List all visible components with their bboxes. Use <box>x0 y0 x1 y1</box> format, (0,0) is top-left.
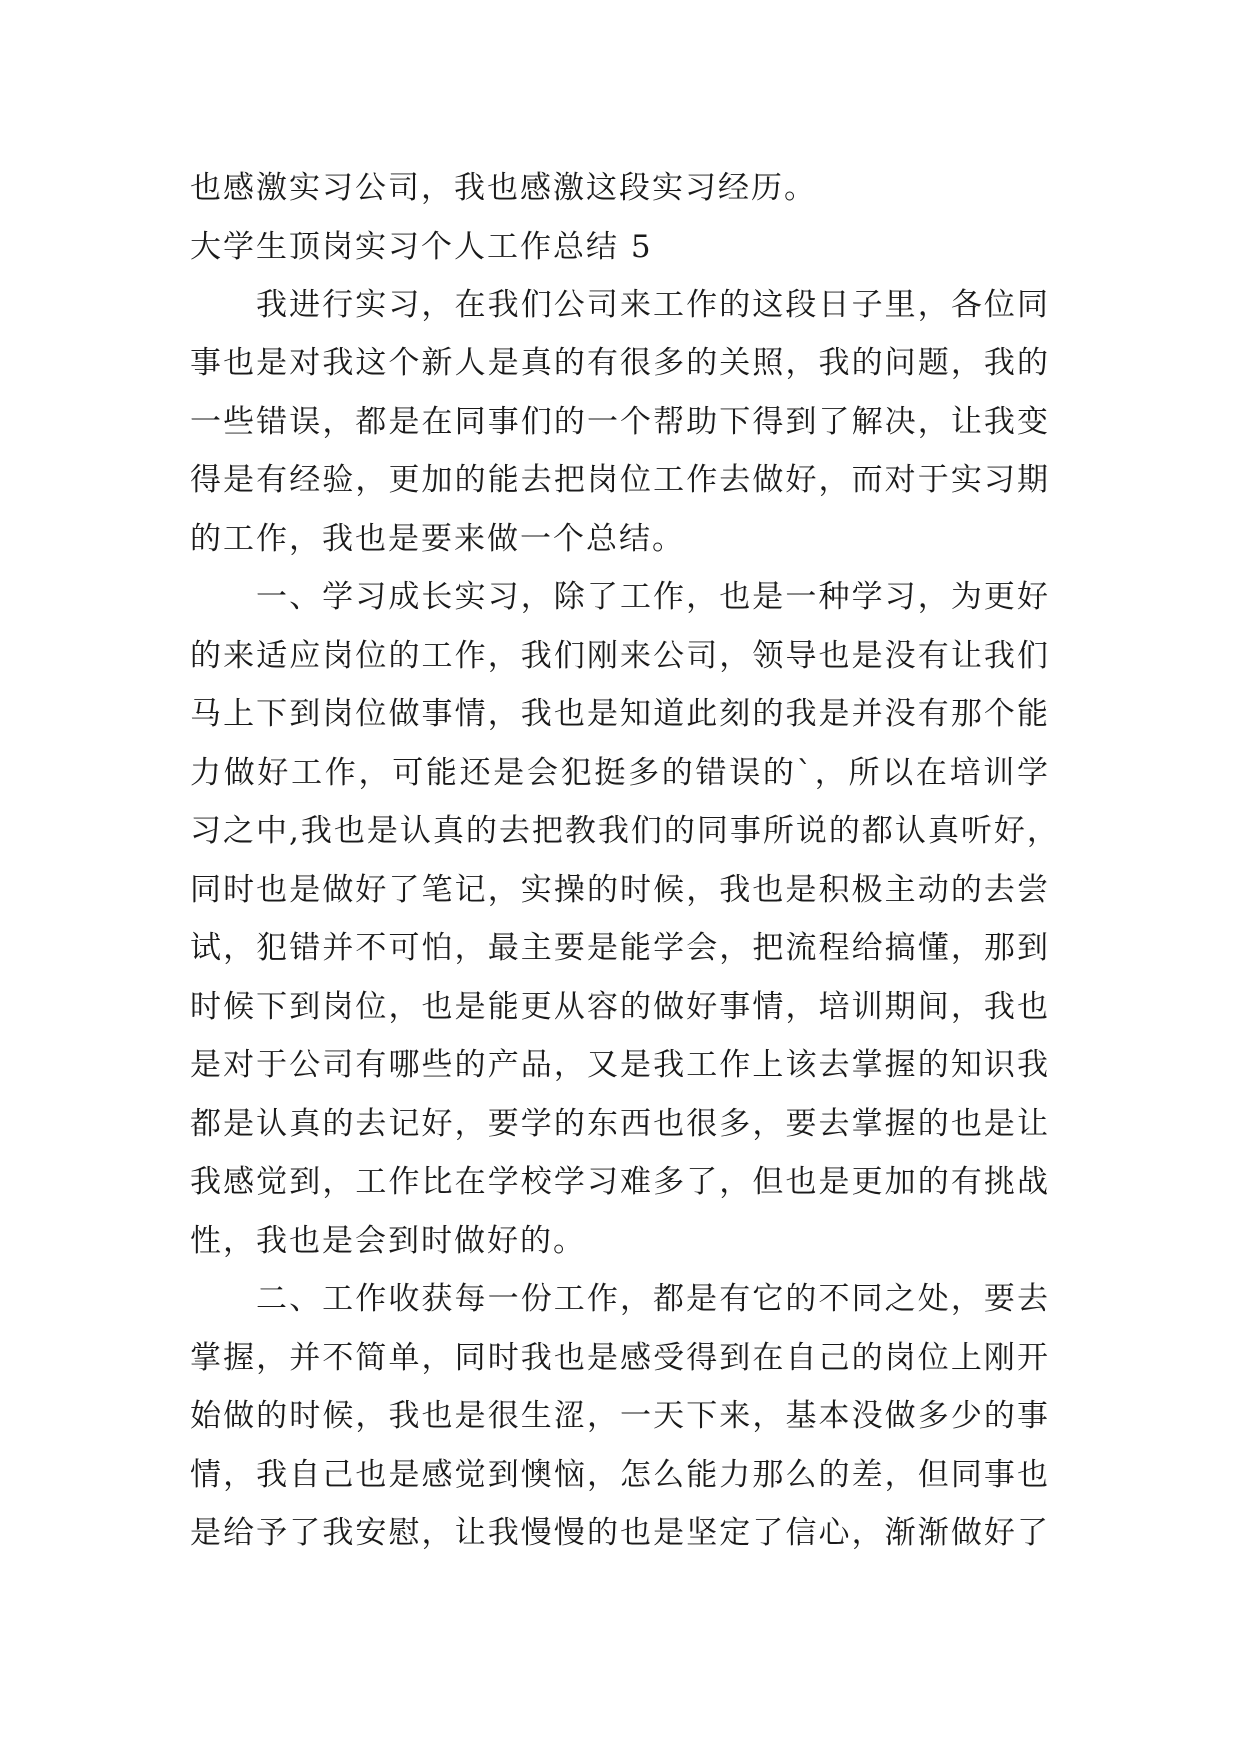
paragraph-line: 情，我自己也是感觉到懊恼，怎么能力那么的差，但同事也 <box>190 1457 1050 1493</box>
paragraph-line: 同时也是做好了笔记，实操的时候，我也是积极主动的去尝 <box>190 872 1050 908</box>
paragraph-line: 是对于公司有哪些的产品，又是我工作上该去掌握的知识我 <box>190 1047 1050 1083</box>
section-heading: 大学生顶岗实习个人工作总结 5 <box>190 229 653 265</box>
paragraph-line: 是给予了我安慰，让我慢慢的也是坚定了信心，渐渐做好了 <box>190 1515 1050 1551</box>
paragraph-line: 习之中,我也是认真的去把教我们的同事所说的都认真听好， <box>190 813 1060 849</box>
paragraph-line: 始做的时候，我也是很生涩，一天下来，基本没做多少的事 <box>190 1398 1050 1434</box>
paragraph-line: 力做好工作，可能还是会犯挺多的错误的`，所以在培训学 <box>190 755 1050 791</box>
paragraph-line: 一些错误，都是在同事们的一个帮助下得到了解决，让我变 <box>190 404 1050 440</box>
paragraph-line: 事也是对我这个新人是真的有很多的关照，我的问题，我的 <box>190 345 1050 381</box>
paragraph-line: 得是有经验，更加的能去把岗位工作去做好，而对于实习期 <box>190 462 1050 498</box>
paragraph-line: 我感觉到，工作比在学校学习难多了，但也是更加的有挑战 <box>190 1164 1050 1200</box>
paragraph-line: 的来适应岗位的工作，我们刚来公司，领导也是没有让我们 <box>190 638 1050 674</box>
paragraph-line: 都是认真的去记好，要学的东西也很多，要去掌握的也是让 <box>190 1106 1050 1142</box>
paragraph-line: 我进行实习，在我们公司来工作的这段日子里，各位同 <box>256 287 1050 323</box>
paragraph-line: 二、工作收获每一份工作，都是有它的不同之处，要去 <box>256 1281 1050 1317</box>
paragraph-line: 的工作，我也是要来做一个总结。 <box>190 521 685 557</box>
paragraph-line: 时候下到岗位，也是能更从容的做好事情，培训期间，我也 <box>190 989 1050 1025</box>
text-line: 也感激实习公司，我也感激这段实习经历。 <box>190 170 817 206</box>
paragraph-line: 掌握，并不简单，同时我也是感受得到在自己的岗位上刚开 <box>190 1340 1050 1376</box>
paragraph-line: 马上下到岗位做事情，我也是知道此刻的我是并没有那个能 <box>190 696 1050 732</box>
paragraph-line: 性，我也是会到时做好的。 <box>190 1223 586 1259</box>
paragraph-line: 试，犯错并不可怕，最主要是能学会，把流程给搞懂，那到 <box>190 930 1050 966</box>
paragraph-line: 一、学习成长实习，除了工作，也是一种学习，为更好 <box>256 579 1050 615</box>
